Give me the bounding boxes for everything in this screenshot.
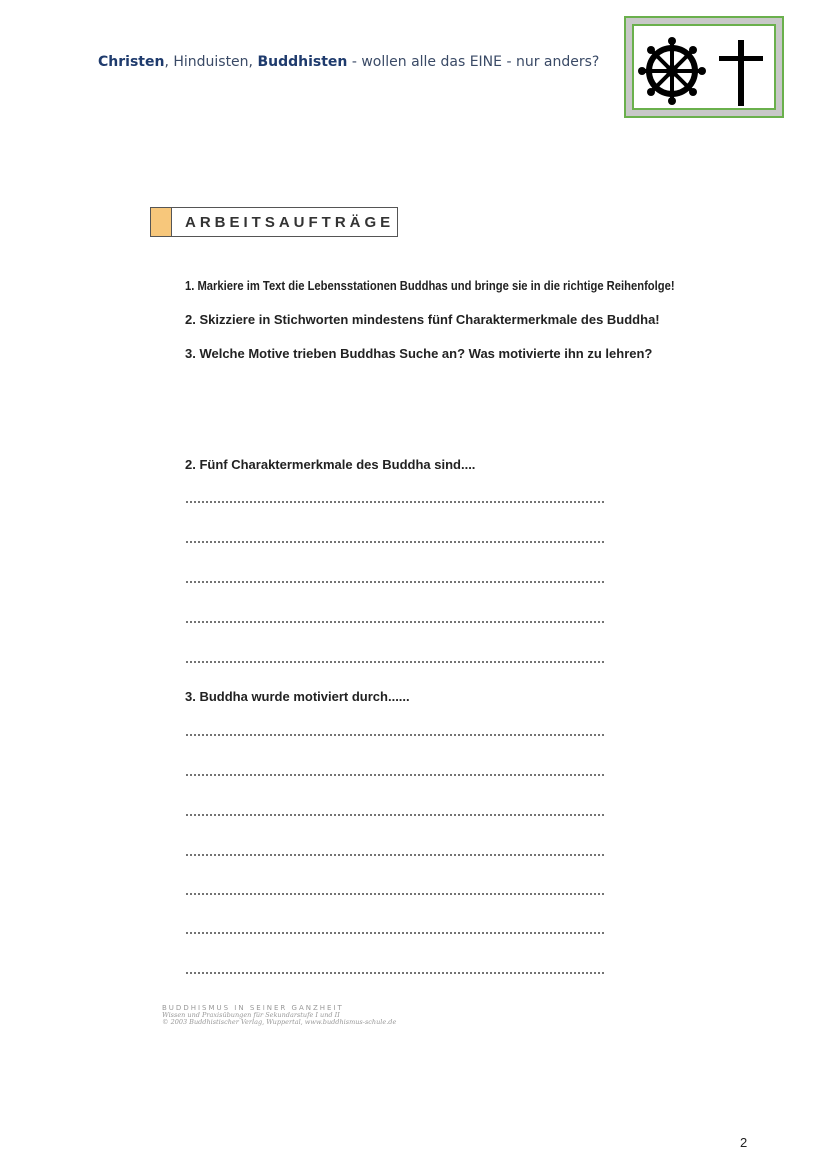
answer-line[interactable] (185, 932, 605, 934)
tasks-heading-box (150, 207, 398, 237)
answer-line[interactable] (185, 972, 605, 974)
task-3: 3. Welche Motive trieben Buddhas Suche an? Was motivierte ihn zu lehren? (185, 346, 653, 361)
footer-copyright: © 2003 Buddhistischer Verlag, Wuppertal, www.buddhismus-schule.de (162, 1018, 397, 1026)
answer-line[interactable] (185, 814, 605, 816)
answer-line[interactable] (185, 854, 605, 856)
answer-line[interactable] (185, 621, 605, 623)
answer-line[interactable] (185, 734, 605, 736)
answer-line[interactable] (185, 541, 605, 543)
footer-brand: BUDDHISMUS IN SEINER GANZHEIT (162, 1004, 344, 1012)
source-footer (162, 1005, 396, 1026)
task-2: 2. Skizziere in Stichworten mindestens fünf Charaktermerkmale des Buddha! (185, 312, 660, 327)
header-buddhisten: Buddhisten (257, 54, 348, 70)
dharma-wheel-icon (638, 37, 706, 105)
religion-logo (624, 16, 784, 118)
header-subtitle: - wollen alle das EINE - nur anders? (347, 54, 600, 70)
answer-line[interactable] (185, 774, 605, 776)
task-1: 1. Markiere im Text die Lebensstationen Buddhas und bringe sie in die richtige Reihenfolge! (185, 278, 675, 293)
heading-accent (151, 208, 172, 236)
answer-line[interactable] (185, 661, 605, 663)
answer-line[interactable] (185, 893, 605, 895)
answer-line[interactable] (185, 501, 605, 503)
answer-line[interactable] (185, 581, 605, 583)
cross-icon (719, 40, 763, 106)
section3-heading: 3. Buddha wurde motiviert durch...... (185, 689, 410, 704)
header-hinduisten: , Hinduisten, (164, 54, 258, 70)
document-header (98, 54, 599, 70)
section2-heading: 2. Fünf Charaktermerkmale des Buddha sind.... (185, 457, 476, 472)
tasks-heading: ARBEITSAUFTRÄGE (185, 214, 395, 231)
header-christen: Christen (98, 54, 165, 70)
page-number: 2 (740, 1135, 748, 1150)
footer-subtitle: Wissen und Praxisübungen für Sekundarstufe I und II (162, 1011, 340, 1019)
